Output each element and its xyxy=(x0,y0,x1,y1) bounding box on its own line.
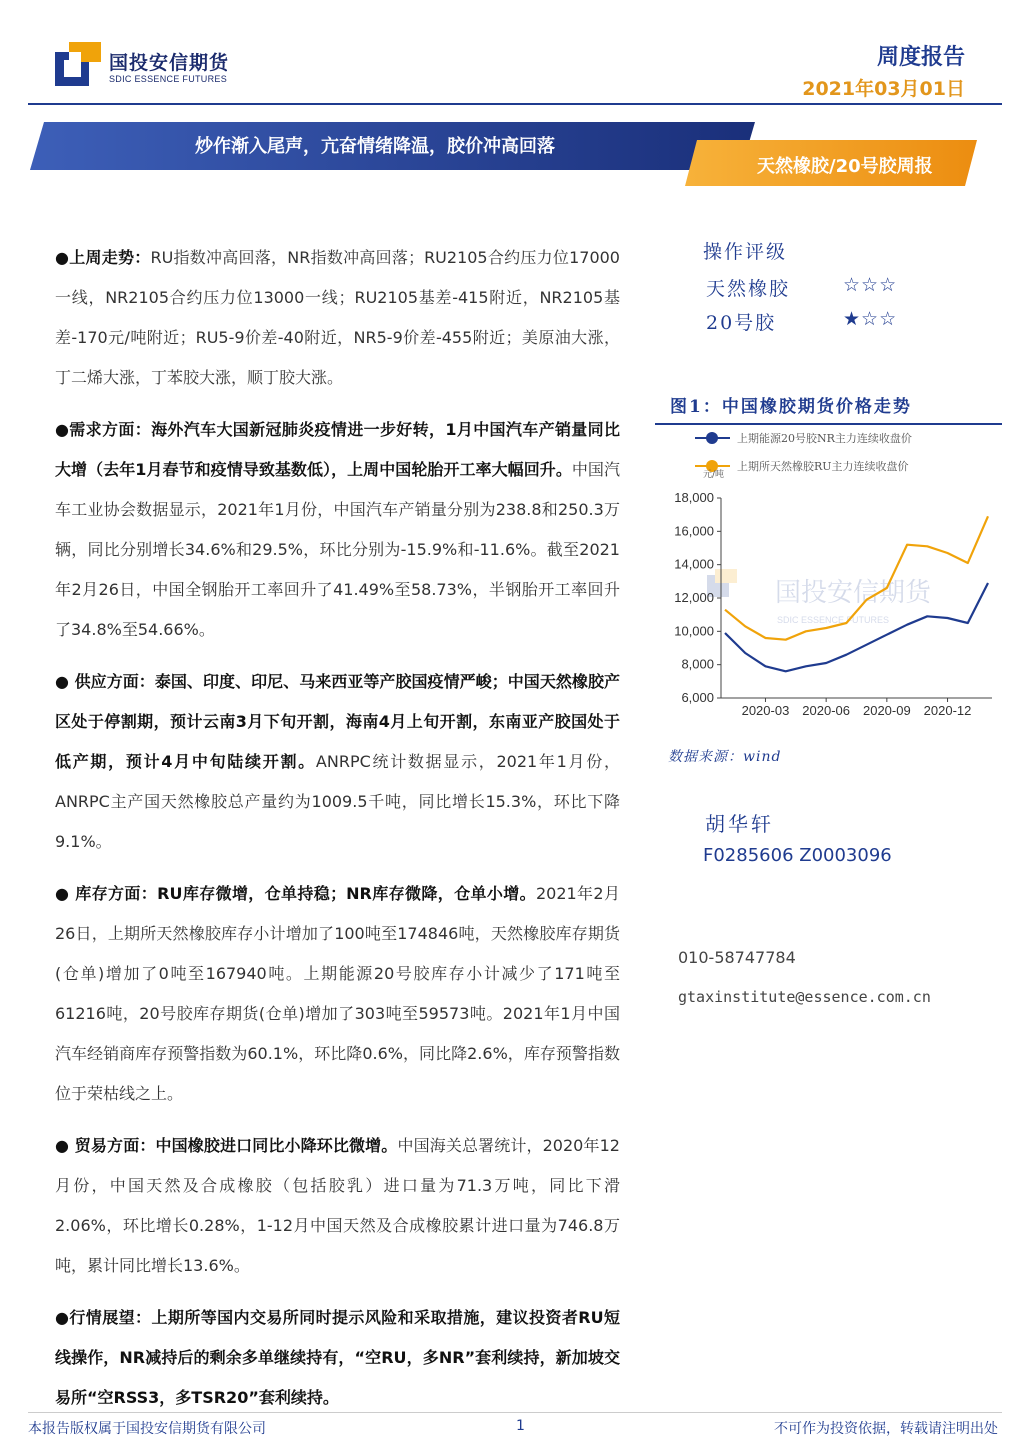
analyst-license-ids: F0285606 Z0003096 xyxy=(703,845,892,866)
section-outlook: ●行情展望：上期所等国内交易所同时提示风险和采取措施，建议投资者RU短线操作，NR减持后的剩余多单继续持有，“空RU，多NR”套利续持，新加坡交易所“空RSS3，多TSR20”套利续持。 xyxy=(55,1308,620,1407)
y-tick-label: 10,000 xyxy=(674,623,714,639)
section-demand: ●需求方面：海外汽车大国新冠肺炎疫情进一步好转，1月中国汽车产销量同比大增（去年1月春节和疫情导致基数低），上周中国轮胎开工率大幅回升。中国汽车工业协会数据显示，2021年1月份，中国汽车产销量分别为238.8和250.3万辆，同比分别增长34.6%和29.5%，环比分别为-15.9%和-11.6%。截至2021年2月26日，中国全钢胎开工率回升了41.49%至58.73%，半钢胎开工率回升了34.8%至54.66%。 xyxy=(55,420,620,639)
y-tick-label: 12,000 xyxy=(674,590,714,605)
footer-copyright: 本报告版权属于国投安信期货有限公司 xyxy=(28,1421,266,1437)
x-tick-label: 2020-06 xyxy=(802,703,851,718)
watermark-logo-accent-icon xyxy=(715,569,737,583)
rating-title: 操作评级 xyxy=(703,241,788,263)
report-body xyxy=(55,238,620,1430)
footer-disclaimer: 不可作为投资依据，转载请注明出处 xyxy=(774,1421,998,1437)
header-divider xyxy=(28,103,1002,105)
operation-rating xyxy=(703,237,898,342)
report-tag-text: 天然橡胶/20号胶周报 xyxy=(757,156,933,177)
y-tick-label: 6,000 xyxy=(681,690,714,705)
logo-text-en: SDIC ESSENCE FUTURES xyxy=(109,74,228,84)
price-trend-chart xyxy=(655,425,1002,735)
watermark-text-cn: 国投安信期货 xyxy=(775,578,932,608)
chart-legend xyxy=(695,431,912,473)
x-tick-label: 2020-12 xyxy=(923,703,972,718)
logo-mark-icon xyxy=(55,42,101,86)
y-tick-label: 14,000 xyxy=(674,556,714,572)
rating-item-name: 天然橡胶 xyxy=(706,278,791,300)
figure-title: 图1：中国橡胶期货价格走势 xyxy=(670,397,912,417)
chart-watermark xyxy=(707,569,933,625)
section-weekly-trend: ●上周走势：RU指数冲高回落，NR指数冲高回落；RU2105合约压力位17000一线，NR2105合约压力位13000一线；RU2105基差-415附近，NR2105基差-170元/吨附近；RU5-9价差-40附近，NR5-9价差-455附近；美原油大涨，丁二烯大涨，丁苯胶大涨，顺丁胶大涨。 xyxy=(55,248,620,387)
legend-label-nr: 上期能源20号胶NR主力连续收盘价 xyxy=(737,432,912,445)
section-supply: ● 供应方面：泰国、印度、印尼、马来西亚等产胶国疫情严峻；中国天然橡胶产区处于停割期，预计云南3月下旬开割，海南4月上旬开割，东南亚产胶国处于低产期，预计4月中旬陆续开割。ANRPC统计数据显示，2021年1月份，ANRPC主产国天然橡胶总产量约为1009.5千吨，同比增长15.3%，环比下降9.1%。 xyxy=(55,672,620,851)
y-tick-label: 8,000 xyxy=(681,656,714,672)
legend-marker-nr xyxy=(706,432,718,444)
y-tick-label: 18,000 xyxy=(674,490,714,505)
x-tick-label: 2020-09 xyxy=(862,703,911,718)
section-inventory: ● 库存方面：RU库存微增，仓单持稳；NR库存微降，仓单小增。2021年2月26日，上期所天然橡胶库存小计增加了100吨至174846吨，天然橡胶库存期货(仓单)增加了0吨至167940吨。上期能源20号胶库存小计减少了171吨至61216吨，20号胶库存期货(仓单)增加了303吨至59573吨。2021年1月中国汽车经销商库存预警指数为60.1%，环比降0.6%，同比降2.6%，库存预警指数位于荣枯线之上。 xyxy=(55,884,620,1103)
contact-email[interactable]: gtaxinstitute@essence.com.cn xyxy=(678,988,931,1006)
logo-text-cn: 国投安信期货 xyxy=(109,52,230,74)
rating-item-name: 20号胶 xyxy=(706,312,777,334)
legend-label-ru: 上期所天然橡胶RU主力连续收盘价 xyxy=(737,460,909,473)
rating-row xyxy=(703,274,898,308)
report-headline: 炒作渐入尾声，亢奋情绪降温，胶价冲高回落 xyxy=(195,136,555,157)
page-number: 1 xyxy=(516,1418,525,1434)
figure-source: 数据来源：wind xyxy=(668,749,782,765)
contact-phone: 010-58747784 xyxy=(678,948,796,967)
x-tick-label: 2020-03 xyxy=(741,703,790,718)
y-axis-unit: 元/吨 xyxy=(703,470,725,480)
report-date: 2021年03月01日 xyxy=(802,78,965,100)
company-logo xyxy=(55,42,245,92)
y-tick-label: 16,000 xyxy=(674,523,714,539)
watermark-text-en: SDIC ESSENCE FUTURES xyxy=(777,615,890,625)
star-rating-icon: ☆☆☆ xyxy=(843,274,898,296)
section-trade: ● 贸易方面：中国橡胶进口同比小降环比微增。中国海关总署统计，2020年12月份，中国天然及合成橡胶（包括胶乳）进口量为71.3万吨，同比下滑2.06%，环比增长0.28%，1-12月中国天然及合成橡胶累计进口量为746.8万吨，累计同比增长13.6%。 xyxy=(55,1136,620,1275)
star-rating-icon: ★☆☆ xyxy=(843,308,898,330)
analyst-name: 胡华轩 xyxy=(705,812,774,836)
report-type: 周度报告 xyxy=(876,45,965,70)
footer-divider xyxy=(28,1412,1002,1413)
rating-row xyxy=(703,308,898,342)
